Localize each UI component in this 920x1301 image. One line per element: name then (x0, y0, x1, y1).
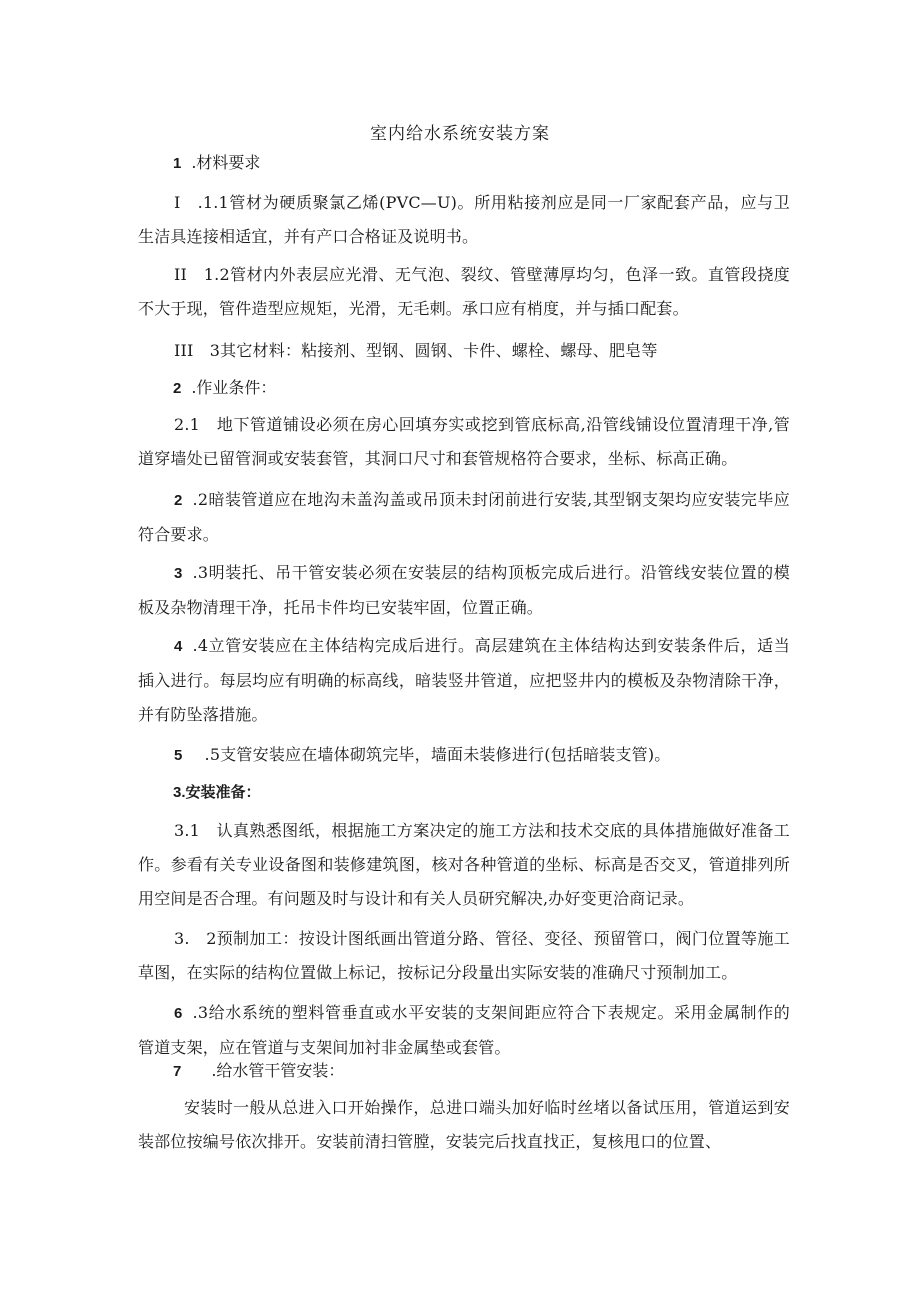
paragraph-2-2 (138, 483, 790, 552)
section-title: .材料要求 (191, 153, 261, 172)
section-heading-1 (173, 146, 260, 181)
item-text: .5支管安装应在墙体砌筑完毕，墙面未装修进行(包括暗装支管)。 (204, 745, 671, 764)
section-title: 3.安装准备： (173, 784, 261, 801)
item-number: 6 (174, 1005, 183, 1022)
section-heading-3 (173, 775, 261, 810)
paragraph-2-4 (138, 629, 790, 732)
paragraph-7-1: 安装时一般从总进入口开始操作，总进口端头加好临时丝堵以备试压用，管道运到安装部位按编号依次排开。安装前清扫管膛，安装完后找直找正，复核甩口的位置、 (138, 1098, 790, 1151)
paragraph-2-5 (138, 738, 790, 773)
item-text: .4立管安装应在主体结构完成后进行。高层建筑在主体结构达到安装条件后，适当插入进行。每层均应有明确的标高线，暗装竖井管道，应把竖井内的模板及杂物清除干净，并有防坠落措施。 (138, 636, 790, 724)
section-heading-2 (173, 371, 276, 406)
paragraph-3-2: 3. 2预制加工：按设计图纸画出管道分路、管径、变径、预留管口，阀门位置等施工草图，在实际的结构位置做上标记，按标记分段量出实际安装的准确尺寸预制加工。 (138, 929, 790, 982)
section-number: 7 (173, 1063, 182, 1080)
paragraph-2-3 (138, 556, 790, 625)
document-title: 室内给水系统安装方案 (370, 124, 550, 144)
section-title: .给水管干管安装： (211, 1061, 345, 1080)
item-text: .3明装托、吊干管安装必须在安装层的结构顶板完成后进行。沿管线安装位置的模板及杂物清理干净，托吊卡件均已安装牢固，位置正确。 (138, 563, 790, 617)
item-number: 2 (174, 492, 183, 509)
item-text: .3给水系统的塑料管垂直或水平安装的支架间距应符合下表规定。采用金属制作的管道支架，应在管道与支架间加衬非金属垫或套管。 (138, 1003, 790, 1057)
item-number: 5 (174, 747, 183, 764)
section-number: 1 (173, 155, 182, 172)
item-text: .2暗装管道应在地沟未盖沟盖或吊顶未封闭前进行安装,其型钢支架均应安装完毕应符合要求。 (138, 490, 790, 544)
section-title: .作业条件： (191, 378, 277, 397)
section-heading-7 (173, 1054, 344, 1089)
paragraph-1-1: I .1.1管材为硬质聚氯乙烯(PVC—U)。所用粘接剂应是同一厂家配套产品，应与卫生洁具连接相适宜，并有产口合格证及说明书。 (138, 193, 790, 246)
paragraph-2-1: 2.1 地下管道铺设必须在房心回填夯实或挖到管底标高,沿管线铺设位置清理干净,管道穿墙处已留管洞或安装套管，其洞口尺寸和套管规格符合要求，坐标、标高正确。 (138, 415, 790, 468)
item-number: 3 (174, 565, 183, 582)
paragraph-1-2: II 1.2管材内外表层应光滑、无气泡、裂纹、管壁薄厚均匀，色泽一致。直管段挠度不大于现，管件造型应规矩，光滑，无毛刺。承口应有梢度，并与插口配套。 (138, 265, 790, 318)
paragraph-1-3: III 3其它材料：粘接剂、型钢、圆钢、卡件、螺栓、螺母、肥皂等 (174, 341, 658, 360)
item-number: 4 (174, 638, 183, 655)
section-number: 2 (173, 380, 182, 397)
paragraph-3-1: 3.1 认真熟悉图纸，根据施工方案决定的施工方法和技术交底的具体措施做好准备工作。参看有关专业设备图和装修建筑图，核对各种管道的坐标、标高是否交叉，管道排列所用空间是否合理。有问题及时与设计和有关人员研究解决,办好变更洽商记录。 (138, 821, 790, 908)
